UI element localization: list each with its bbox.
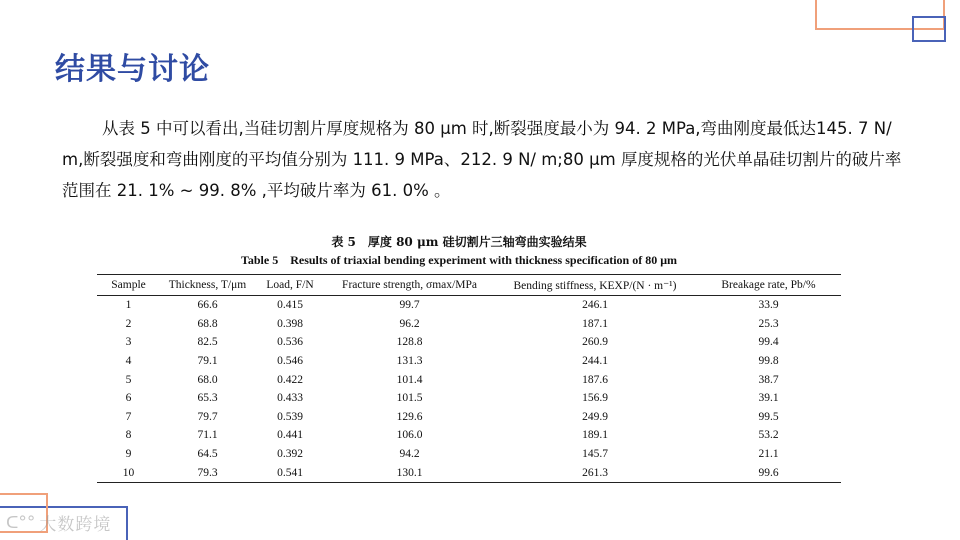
cell-fracture-strength: 101.5: [396, 392, 423, 405]
body-paragraph: 从表 5 中可以看出,当硅切割片厚度规格为 80 μm 时,断裂强度最小为 94. 2 MPa,弯曲刚度最低达145. 7 N/ m,断裂强度和弯曲刚度的平均值分别为 111. 9 MPa、212. 9 N/ m;80 μm 厚度规格的光伏单晶硅切割片的破片率范围在 21. 1% ~ 99. 8% ,平均破片率为 61. 0% 。: [62, 119, 902, 200]
header-load: Load, F/N: [266, 279, 314, 291]
brand-logo-icon: ᑕ°°: [6, 512, 36, 533]
cell-fracture-strength: 128.8: [396, 336, 423, 349]
cell-sample: 9: [125, 448, 132, 461]
table-header-row: [97, 275, 841, 296]
cell-sample: 10: [122, 466, 135, 479]
cell-bending-stiffness: 187.6: [582, 373, 608, 386]
cell-fracture-strength: 106.0: [396, 429, 423, 442]
cell-sample: 6: [125, 392, 132, 405]
cell-load: 0.433: [277, 392, 303, 405]
cell-breakage-rate: 53.2: [758, 429, 779, 442]
cell-sample: 8: [125, 429, 132, 442]
table-row: [97, 389, 841, 408]
cell-bending-stiffness: 260.9: [582, 336, 608, 349]
table-row: [97, 370, 841, 389]
cell-breakage-rate: 99.4: [758, 336, 779, 349]
cell-load: 0.398: [277, 317, 303, 330]
cell-load: 0.541: [277, 466, 303, 479]
cell-sample: 7: [125, 410, 132, 423]
cell-fracture-strength: 130.1: [396, 466, 423, 479]
cell-load: 0.415: [277, 299, 303, 312]
watermark-text: 大数跨境: [39, 515, 112, 535]
table-row: [97, 426, 841, 445]
cell-thickness: 79.1: [197, 355, 218, 368]
cell-breakage-rate: 99.6: [758, 466, 779, 479]
cell-breakage-rate: 25.3: [758, 317, 779, 330]
cell-fracture-strength: 99.7: [399, 299, 420, 312]
cell-breakage-rate: 99.8: [758, 355, 779, 368]
cell-fracture-strength: 96.2: [399, 317, 420, 330]
table-row: [97, 333, 841, 352]
table-row: [97, 315, 841, 334]
cell-breakage-rate: 38.7: [758, 373, 779, 386]
cell-thickness: 71.1: [197, 429, 218, 442]
table-row: [97, 296, 841, 315]
table-row: [97, 463, 841, 482]
cell-thickness: 64.5: [197, 448, 218, 461]
table-row: [97, 352, 841, 371]
cell-breakage-rate: 39.1: [758, 392, 779, 405]
cell-bending-stiffness: 156.9: [582, 392, 608, 405]
watermark: [6, 510, 111, 535]
cell-load: 0.392: [277, 448, 303, 461]
cell-load: 0.539: [277, 410, 303, 423]
cell-sample: 3: [125, 336, 132, 349]
cell-load: 0.536: [277, 336, 303, 349]
cell-fracture-strength: 94.2: [399, 448, 420, 461]
header-breakage-rate: Breakage rate, Pb/%: [721, 279, 816, 291]
cell-sample: 2: [125, 317, 132, 330]
cell-thickness: 65.3: [197, 392, 218, 405]
cell-fracture-strength: 129.6: [396, 410, 423, 423]
slide-title: 结果与讨论: [55, 52, 210, 87]
cell-bending-stiffness: 189.1: [582, 429, 608, 442]
table-row: [97, 408, 841, 427]
cell-bending-stiffness: 261.3: [582, 466, 608, 479]
cell-thickness: 79.3: [197, 466, 218, 479]
cell-load: 0.546: [277, 355, 303, 368]
cell-thickness: 66.6: [197, 299, 218, 312]
cell-bending-stiffness: 249.9: [582, 410, 608, 423]
cell-sample: 1: [125, 299, 132, 312]
table-body: [97, 296, 841, 483]
cell-breakage-rate: 21.1: [758, 448, 779, 461]
results-table-container: [97, 233, 841, 483]
cell-fracture-strength: 131.3: [396, 355, 423, 368]
cell-sample: 5: [125, 373, 132, 386]
cell-thickness: 68.8: [197, 317, 218, 330]
results-table: [97, 274, 841, 483]
cell-bending-stiffness: 244.1: [582, 355, 608, 368]
table-row: [97, 445, 841, 464]
cell-breakage-rate: 99.5: [758, 410, 779, 423]
table-caption-en: Table 5 Results of triaxial bending experiment with thickness specification of 80 μm: [240, 253, 678, 267]
header-thickness: Thickness, T/μm: [168, 279, 247, 291]
corner-decoration-blue: [912, 16, 946, 42]
cell-thickness: 82.5: [197, 336, 218, 349]
table-caption-cn: 表 5 厚度 80 μm 硅切割片三轴弯曲实验结果: [331, 235, 587, 249]
cell-breakage-rate: 33.9: [758, 299, 779, 312]
cell-bending-stiffness: 187.1: [582, 317, 608, 330]
header-sample: Sample: [111, 279, 146, 291]
cell-bending-stiffness: 246.1: [582, 299, 608, 312]
header-fracture-strength: Fracture strength, σmax/MPa: [342, 279, 477, 291]
cell-load: 0.422: [277, 373, 303, 386]
cell-thickness: 68.0: [197, 373, 218, 386]
cell-thickness: 79.7: [197, 410, 218, 423]
cell-fracture-strength: 101.4: [396, 373, 423, 386]
cell-sample: 4: [125, 355, 132, 368]
cell-bending-stiffness: 145.7: [582, 448, 608, 461]
cell-load: 0.441: [277, 429, 303, 442]
header-bending-stiffness: Bending stiffness, KEXP/(N · m⁻¹): [513, 280, 677, 292]
